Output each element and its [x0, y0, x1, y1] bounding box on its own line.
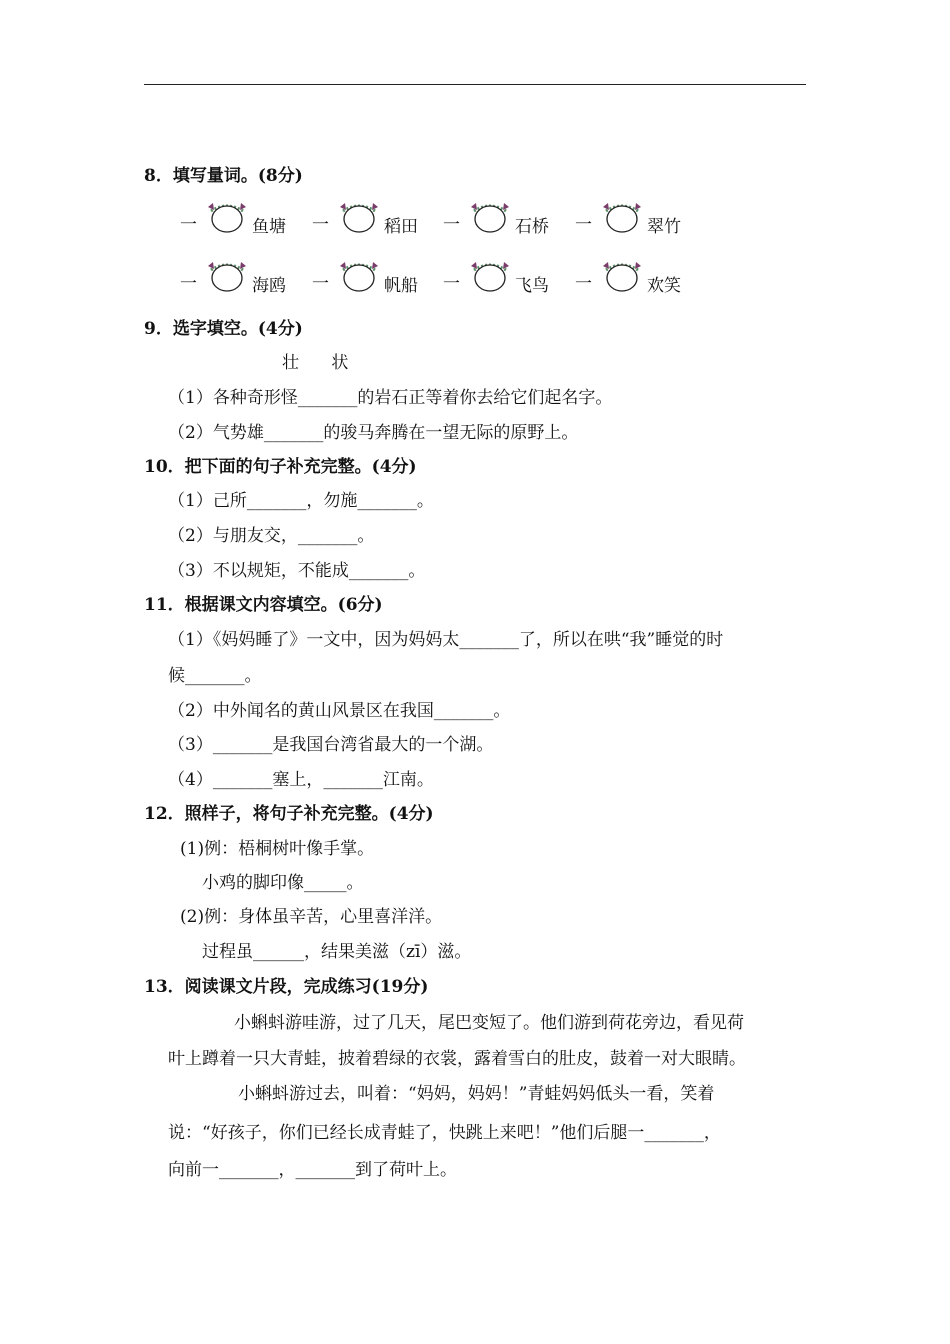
passage-line-2: 叶上蹲着一只大青蛙，披着碧绿的衣裳，露着雪白的肚皮，鼓着一对大眼睛。 [168, 1049, 746, 1069]
noun-label: 欢笑 [647, 276, 681, 296]
q10-item-1: （1）己所_______，勿施_______。 [168, 491, 434, 511]
yi-prefix: 一 [443, 215, 460, 235]
passage-line-3: 小蝌蚪游过去，叫着：“妈妈，妈妈！”青蛙妈妈低头一看，笑着 [238, 1084, 715, 1104]
q13-heading: 13．阅读课文片段，完成练习(19分) [144, 977, 429, 997]
q9-item-1: （1）各种奇形怪_______的岩石正等着你去给它们起名字。 [168, 388, 613, 408]
q11-item-1-line-2: 候_______。 [168, 666, 262, 686]
q10-heading: 10．把下面的句子补充完整。(4分) [144, 457, 417, 477]
passage-line-1: 小蝌蚪游哇游，过了几天，尾巴变短了。他们游到荷花旁边，看见荷 [234, 1013, 744, 1033]
q10-item-3: （3）不以规矩，不能成_______。 [168, 561, 426, 581]
yi-prefix: 一 [312, 274, 329, 294]
bead-circle-blank[interactable] [205, 259, 249, 293]
q11-item-2: （2）中外闻名的黄山风景区在我国_______。 [168, 701, 511, 721]
q8-heading: 8．填写量词。(8分) [144, 166, 303, 186]
q12-heading: 12．照样子，将句子补充完整。(4分) [144, 804, 434, 824]
q11-item-4: （4）_______塞上，_______江南。 [168, 770, 434, 790]
passage-line-4: 说：“好孩子，你们已经长成青蛙了，快跳上来吧！”他们后腿一_______， [168, 1123, 721, 1143]
q12-answer-2: 过程虽______，结果美滋（zī）滋。 [202, 942, 472, 962]
q11-item-1-line-1: （1）《妈妈睡了》一文中，因为妈妈太_______了，所以在哄“我”睡觉的时 [168, 630, 724, 650]
noun-label: 飞鸟 [515, 276, 549, 296]
bead-circle-blank[interactable] [468, 200, 512, 234]
noun-label: 海鸥 [252, 276, 286, 296]
bead-circle-blank[interactable] [468, 259, 512, 293]
bead-circle-blank[interactable] [337, 259, 381, 293]
yi-prefix: 一 [180, 274, 197, 294]
yi-prefix: 一 [575, 274, 592, 294]
q9-choices: 壮 状 [282, 353, 349, 373]
yi-prefix: 一 [180, 215, 197, 235]
header-rule [144, 84, 806, 85]
yi-prefix: 一 [443, 274, 460, 294]
q12-example-1: (1)例：梧桐树叶像手掌。 [180, 839, 375, 859]
noun-label: 稻田 [384, 217, 418, 237]
q9-heading: 9．选字填空。(4分) [144, 319, 303, 339]
passage-line-5: 向前一_______，_______到了荷叶上。 [168, 1160, 457, 1180]
q11-item-3: （3）_______是我国台湾省最大的一个湖。 [168, 735, 494, 755]
yi-prefix: 一 [312, 215, 329, 235]
q12-example-2: (2)例：身体虽辛苦，心里喜洋洋。 [180, 907, 443, 927]
bead-circle-blank[interactable] [600, 200, 644, 234]
noun-label: 帆船 [384, 276, 418, 296]
bead-circle-blank[interactable] [337, 200, 381, 234]
bead-circle-blank[interactable] [205, 200, 249, 234]
yi-prefix: 一 [575, 215, 592, 235]
noun-label: 翠竹 [647, 217, 681, 237]
q11-heading: 11．根据课文内容填空。(6分) [144, 595, 383, 615]
bead-circle-blank[interactable] [600, 259, 644, 293]
noun-label: 鱼塘 [252, 217, 286, 237]
q12-answer-1: 小鸡的脚印像_____。 [202, 873, 364, 893]
q9-item-2: （2）气势雄_______的骏马奔腾在一望无际的原野上。 [168, 423, 579, 443]
noun-label: 石桥 [515, 217, 549, 237]
q10-item-2: （2）与朋友交，_______。 [168, 526, 375, 546]
